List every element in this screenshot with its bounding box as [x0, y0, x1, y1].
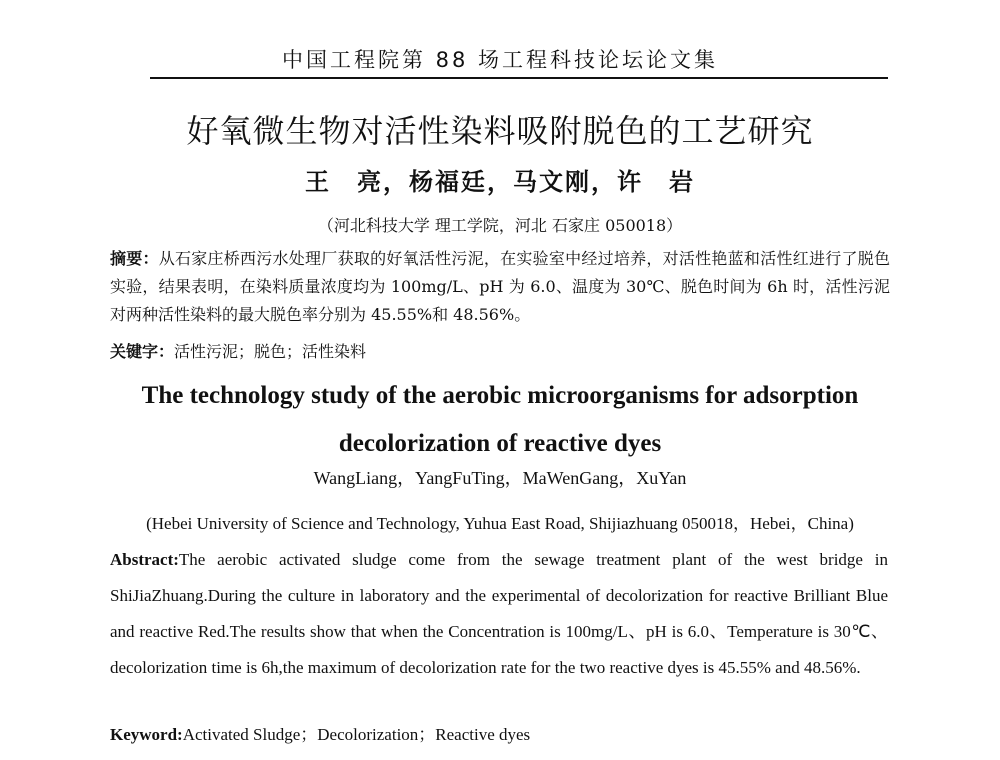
english-abstract — [110, 542, 888, 686]
english-keywords-label: Keyword: — [110, 725, 183, 744]
english-keywords-text: Activated Sludge；Decolorization；Reactive dyes — [182, 725, 531, 744]
chinese-affiliation: （河北科技大学 理工学院，河北 石家庄 050018） — [317, 216, 683, 235]
english-abstract-text: The aerobic activated sludge come from the sewage treatment plant of the west bridge in ShiJiaZhuang.During the culture in laboratory and the experimental of decolorization for reactive Brilliant Blue and reactive Red.The results show that when the Concentration is 100mg/L、pH is 6.0、Temperature is 30℃、decolorization time is 6h,the maximum of decolorization rate for the two reactive dyes is 45.55% and 48.56%. — [110, 550, 888, 677]
chinese-abstract — [110, 245, 890, 329]
header-rule — [150, 77, 888, 79]
english-title — [0, 372, 1000, 468]
english-affiliation: (Hebei University of Science and Technology, Yuhua East Road, Shijiazhuang 050018，Hebei，China) — [146, 514, 854, 533]
chinese-authors: 王 亮，杨福廷，马文刚，许 岩 — [305, 167, 695, 196]
chinese-keywords-label: 关键字： — [110, 342, 175, 361]
english-abstract-label: Abstract: — [110, 550, 179, 569]
english-title-line1: The technology study of the aerobic microorganisms for adsorption — [141, 382, 859, 409]
english-authors: WangLiang，YangFuTing，MaWenGang，XuYan — [313, 468, 687, 488]
chinese-abstract-label: 摘要： — [110, 249, 159, 268]
chinese-keywords — [110, 339, 890, 365]
chinese-abstract-text: 从石家庄桥西污水处理厂获取的好氧活性污泥，在实验室中经过培养，对活性艳蓝和活性红进行了脱色实验，结果表明，在染料质量浓度均为 100mg/L、pH 为 6.0、温度为 30℃、脱色时间为 6h 时，活性污泥对两种活性染料的最大脱色率分别为 45.55%和 48.56%。 — [110, 249, 890, 324]
running-head: 中国工程院第 88 场工程科技论坛论文集 — [281, 48, 719, 72]
english-title-line2: decolorization of reactive dyes — [338, 430, 662, 457]
chinese-title: 好氧微生物对活性染料吸附脱色的工艺研究 — [186, 112, 814, 150]
chinese-keywords-text: 活性污泥；脱色；活性染料 — [174, 342, 367, 361]
english-keywords — [110, 720, 888, 745]
